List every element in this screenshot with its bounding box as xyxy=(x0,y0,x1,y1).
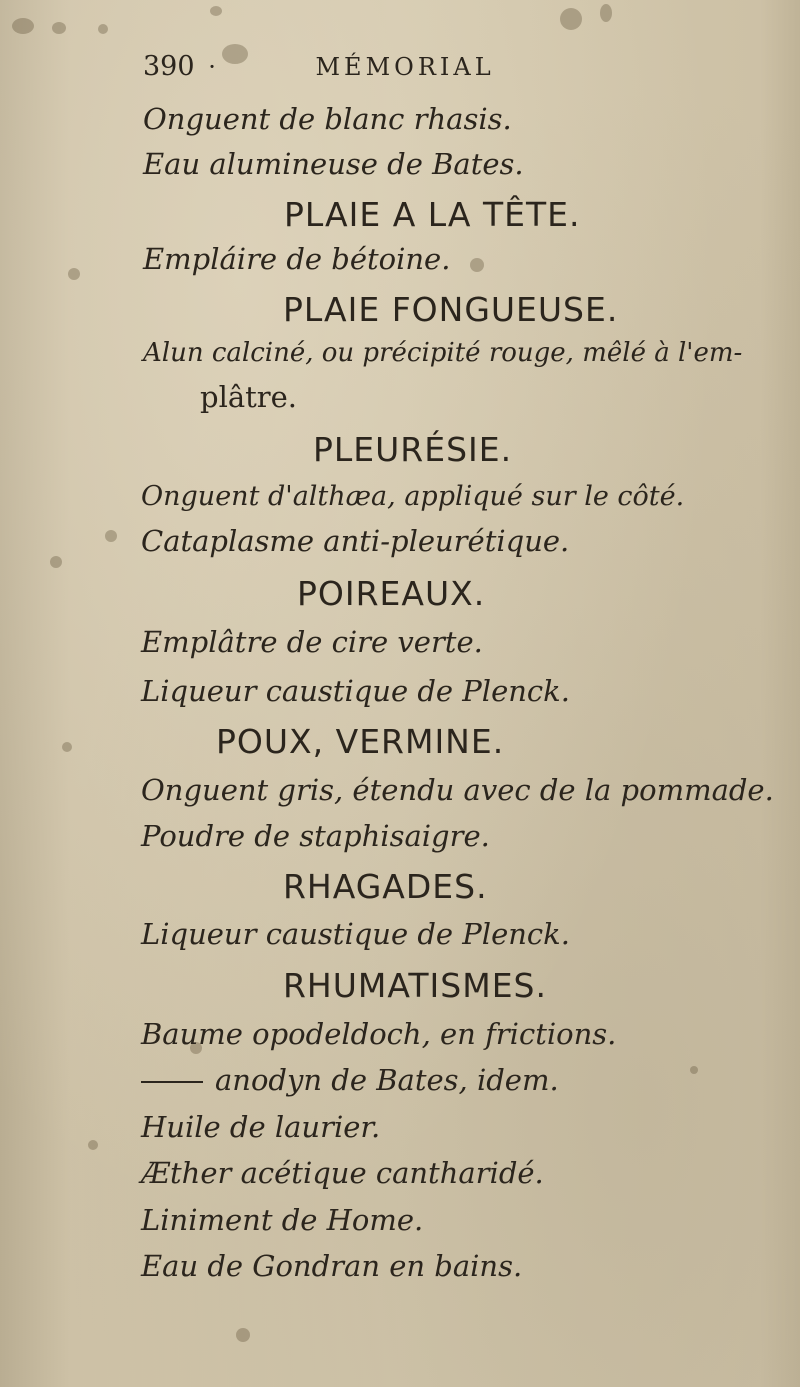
page-header-separator: · xyxy=(208,53,216,81)
entry-line: Eau de Gondran en bains. xyxy=(141,1249,523,1283)
entry-line: Alun calciné, ou précipité rouge, mêlé à l'em- xyxy=(143,338,743,368)
section-heading: PLEURÉSIE. xyxy=(313,430,513,469)
foxing-spot xyxy=(210,6,222,16)
page-header xyxy=(143,53,495,80)
entry-line: plâtre. xyxy=(200,380,298,414)
entry-line: Huile de laurier. xyxy=(141,1110,381,1144)
entry-line: Liqueur caustique de Plenck. xyxy=(141,917,570,951)
foxing-spot xyxy=(236,1328,250,1342)
entry-line: Empláire de bétoine. xyxy=(143,242,451,276)
foxing-spot xyxy=(690,1066,698,1074)
running-title: MÉMORIAL xyxy=(315,53,495,81)
entry-line: Baume opodeldoch, en frictions. xyxy=(141,1017,617,1051)
entry-line: Æther acétique cantharidé. xyxy=(141,1156,544,1190)
page-number: 390 xyxy=(143,51,195,82)
section-heading: POUX, VERMINE. xyxy=(216,722,505,761)
foxing-spot xyxy=(105,530,117,542)
foxing-spot xyxy=(12,18,34,34)
foxing-spot xyxy=(98,24,108,34)
section-heading: RHAGADES. xyxy=(283,867,488,906)
foxing-spot xyxy=(68,268,80,280)
entry-line: Poudre de staphisaigre. xyxy=(141,819,490,853)
entry-line: Onguent gris, étendu avec de la pommade. xyxy=(141,773,774,807)
section-heading: PLAIE FONGUEUSE. xyxy=(283,290,619,329)
entry-line: Liniment de Home. xyxy=(141,1203,424,1237)
foxing-spot xyxy=(560,8,582,30)
foxing-spot xyxy=(470,258,484,272)
entry-line-ditto xyxy=(141,1063,559,1097)
entry-line: Cataplasme anti-pleurétique. xyxy=(141,524,570,558)
entry-line: Emplâtre de cire verte. xyxy=(141,625,483,659)
foxing-spot xyxy=(62,742,72,752)
entry-line: Eau alumineuse de Bates. xyxy=(143,147,524,181)
foxing-spot xyxy=(600,4,612,22)
foxing-spot xyxy=(50,556,62,568)
foxing-spot xyxy=(52,22,66,34)
foxing-spot xyxy=(88,1140,98,1150)
section-heading: POIREAUX. xyxy=(297,574,486,613)
entry-text: anodyn de Bates, idem. xyxy=(215,1063,559,1097)
section-heading: PLAIE A LA TÊTE. xyxy=(284,195,581,234)
entry-line: Liqueur caustique de Plenck. xyxy=(141,674,570,708)
entry-line: Onguent d'althæa, appliqué sur le côté. xyxy=(141,481,685,512)
section-heading: RHUMATISMES. xyxy=(283,966,547,1005)
entry-line: Onguent de blanc rhasis. xyxy=(143,102,512,136)
ditto-dash xyxy=(141,1081,203,1083)
